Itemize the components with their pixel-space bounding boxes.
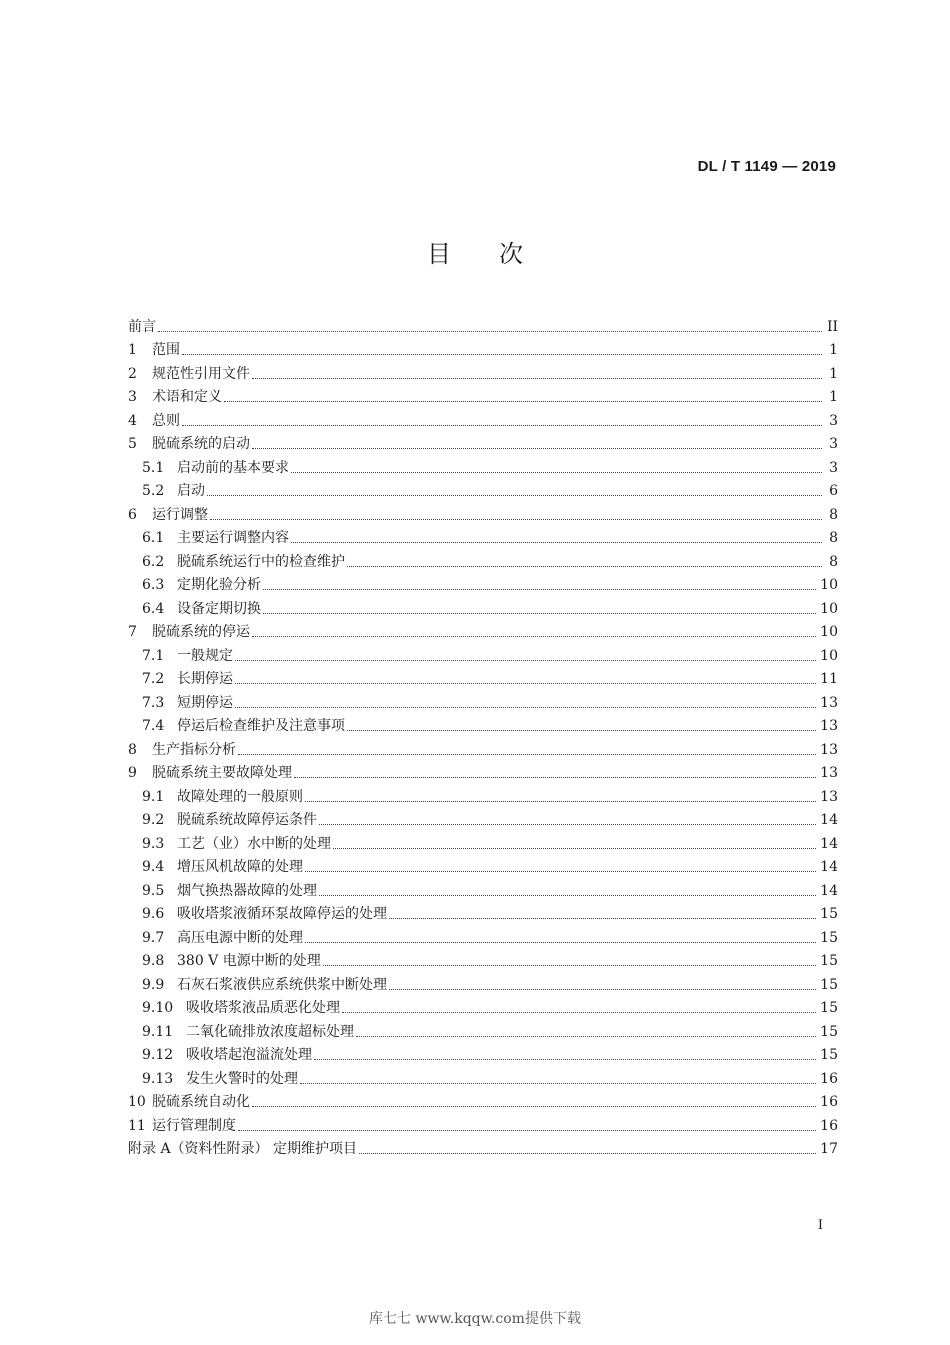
dot-leader bbox=[294, 777, 816, 778]
dot-leader bbox=[305, 801, 816, 802]
toc-entry-page: 14 bbox=[820, 812, 838, 828]
toc-entry[interactable] bbox=[128, 430, 838, 454]
dot-leader bbox=[252, 448, 822, 449]
toc-entry-page: 15 bbox=[820, 1047, 838, 1063]
toc-entry-title: 启动前的基本要求 bbox=[177, 459, 289, 476]
toc-entry-title: 脱硫系统的启动 bbox=[152, 436, 250, 452]
toc-entry-number: 5.1 bbox=[142, 459, 165, 476]
toc-entry-number: 9.7 bbox=[142, 929, 165, 946]
page-number: I bbox=[817, 1218, 823, 1233]
toc-entry-number: 9.1 bbox=[142, 788, 165, 805]
page-title: 目次 bbox=[427, 240, 571, 268]
toc-entry[interactable] bbox=[128, 594, 838, 618]
toc-entry-number: 6.3 bbox=[142, 577, 165, 593]
dot-leader bbox=[224, 401, 822, 402]
dot-leader bbox=[347, 730, 816, 731]
dot-leader bbox=[263, 589, 816, 590]
toc-entry-title: 吸收塔浆液循环泵故障停运的处理 bbox=[177, 906, 387, 922]
toc-entry-number: 9.11 bbox=[142, 1023, 174, 1040]
toc-entry-number: 8 bbox=[128, 741, 137, 758]
toc-entry-page: 15 bbox=[820, 906, 838, 922]
dot-leader bbox=[291, 472, 822, 473]
toc-entry-number: 9 bbox=[128, 765, 137, 781]
toc-entry-page: 8 bbox=[829, 506, 838, 523]
toc-entry-page: 13 bbox=[820, 741, 838, 758]
dot-leader bbox=[238, 754, 816, 755]
toc-entry-page: 14 bbox=[820, 859, 838, 875]
toc-entry[interactable] bbox=[128, 1135, 838, 1159]
toc-entry[interactable] bbox=[128, 782, 838, 806]
toc-entry-title: 脱硫系统主要故障处理 bbox=[152, 765, 292, 781]
toc-entry-page: 10 bbox=[820, 624, 838, 640]
dot-leader bbox=[323, 965, 816, 966]
dot-leader bbox=[389, 918, 816, 919]
toc-entry-title: 脱硫系统自动化 bbox=[152, 1094, 250, 1110]
toc-entry-number: 9.3 bbox=[142, 835, 165, 852]
toc-entry-title: 前言 bbox=[128, 318, 156, 335]
toc-entry-page: 14 bbox=[820, 835, 838, 852]
toc-entry-number: 9.2 bbox=[142, 812, 165, 828]
toc-entry-number: 4 bbox=[128, 412, 137, 429]
toc-entry-title: 定期化验分析 bbox=[177, 577, 261, 593]
table-of-contents bbox=[128, 312, 838, 1158]
toc-entry-title: 停运后检查维护及注意事项 bbox=[177, 718, 345, 734]
toc-entry-page: 1 bbox=[829, 342, 838, 358]
dot-leader bbox=[158, 331, 822, 332]
toc-entry-title: 脱硫系统的停运 bbox=[152, 624, 250, 640]
toc-entry-title: 发生火警时的处理 bbox=[186, 1070, 298, 1087]
toc-entry[interactable] bbox=[128, 618, 838, 642]
toc-entry-title: 380 V 电源中断的处理 bbox=[177, 953, 321, 969]
toc-entry[interactable] bbox=[128, 453, 838, 477]
dot-leader bbox=[182, 425, 822, 426]
toc-entry-number: 6 bbox=[128, 506, 137, 523]
toc-entry-title: 规范性引用文件 bbox=[152, 365, 250, 382]
toc-entry-number: 3 bbox=[128, 389, 137, 405]
toc-entry-title: 吸收塔起泡溢流处理 bbox=[186, 1047, 312, 1063]
dot-leader bbox=[252, 636, 816, 637]
dot-leader bbox=[356, 1036, 816, 1037]
toc-entry-page: 15 bbox=[820, 976, 838, 993]
dot-leader bbox=[319, 895, 816, 896]
toc-entry-page: 15 bbox=[820, 1000, 838, 1016]
toc-entry-title: 总则 bbox=[152, 412, 180, 429]
toc-entry[interactable] bbox=[128, 665, 838, 689]
toc-entry-page: 1 bbox=[829, 365, 838, 382]
dot-leader bbox=[263, 613, 816, 614]
toc-entry-title: 吸收塔浆液品质恶化处理 bbox=[186, 1000, 340, 1016]
dot-leader bbox=[291, 542, 822, 543]
toc-entry-title: 启动 bbox=[177, 483, 205, 499]
toc-entry[interactable] bbox=[128, 336, 838, 360]
toc-entry-page: 8 bbox=[829, 553, 838, 570]
dot-leader bbox=[207, 495, 822, 496]
dot-leader bbox=[235, 707, 816, 708]
toc-entry-title: 二氧化硫排放浓度超标处理 bbox=[186, 1023, 354, 1040]
toc-entry-page: 10 bbox=[820, 577, 838, 593]
toc-entry-title: 故障处理的一般原则 bbox=[177, 788, 303, 805]
toc-entry-title: 石灰石浆液供应系统供浆中断处理 bbox=[177, 976, 387, 993]
toc-entry-page: 3 bbox=[829, 459, 838, 476]
toc-entry[interactable] bbox=[128, 876, 838, 900]
toc-entry-number: 6.1 bbox=[142, 530, 165, 546]
toc-entry-number: 5 bbox=[128, 436, 137, 452]
toc-entry-page: 15 bbox=[820, 929, 838, 946]
toc-entry-page: 3 bbox=[829, 436, 838, 452]
toc-entry-title: 术语和定义 bbox=[152, 389, 222, 405]
dot-leader bbox=[210, 519, 822, 520]
toc-entry-number: 7 bbox=[128, 624, 137, 640]
toc-entry[interactable] bbox=[128, 547, 838, 571]
dot-leader bbox=[235, 660, 816, 661]
standard-code: DL / T 1149 — 2019 bbox=[697, 158, 836, 175]
toc-entry[interactable] bbox=[128, 383, 838, 407]
toc-entry-page: 10 bbox=[820, 647, 838, 664]
toc-entry-page: 16 bbox=[820, 1117, 838, 1134]
toc-entry[interactable] bbox=[128, 1041, 838, 1065]
toc-entry[interactable] bbox=[128, 759, 838, 783]
toc-entry-number: 9.12 bbox=[142, 1047, 174, 1063]
dot-leader bbox=[238, 1130, 816, 1131]
toc-entry-number: 9.8 bbox=[142, 953, 165, 969]
toc-entry-number: 7.3 bbox=[142, 694, 165, 711]
toc-entry-title: 生产指标分析 bbox=[152, 741, 236, 758]
dot-leader bbox=[252, 378, 822, 379]
dot-leader bbox=[300, 1083, 816, 1084]
dot-leader bbox=[252, 1106, 816, 1107]
toc-entry-page: 8 bbox=[829, 530, 838, 546]
dot-leader bbox=[182, 354, 822, 355]
toc-entry-title: 范围 bbox=[152, 342, 180, 358]
toc-entry-page: 10 bbox=[820, 600, 838, 617]
toc-entry-number: 9.9 bbox=[142, 976, 165, 993]
dot-leader bbox=[319, 824, 816, 825]
toc-entry-title: 脱硫系统运行中的检查维护 bbox=[177, 553, 345, 570]
toc-entry-number: 2 bbox=[128, 365, 137, 382]
toc-entry[interactable] bbox=[128, 1017, 838, 1041]
toc-entry-number: 5.2 bbox=[142, 483, 165, 499]
toc-entry[interactable] bbox=[128, 688, 838, 712]
toc-entry-page: 16 bbox=[820, 1070, 838, 1087]
toc-entry[interactable] bbox=[128, 1111, 838, 1135]
toc-entry-title: 长期停运 bbox=[177, 671, 233, 687]
dot-leader bbox=[359, 1153, 816, 1154]
toc-entry-title: 附录 A（资料性附录） 定期维护项目 bbox=[128, 1141, 358, 1157]
toc-entry-title: 短期停运 bbox=[177, 694, 233, 711]
toc-entry[interactable] bbox=[128, 312, 838, 336]
toc-entry-number: 9.10 bbox=[142, 1000, 174, 1016]
toc-entry[interactable] bbox=[128, 712, 838, 736]
toc-entry[interactable] bbox=[128, 500, 838, 524]
toc-entry-page: 13 bbox=[820, 718, 838, 734]
dot-leader bbox=[342, 1012, 816, 1013]
dot-leader bbox=[347, 566, 822, 567]
toc-entry[interactable] bbox=[128, 900, 838, 924]
toc-entry-number: 10 bbox=[128, 1094, 146, 1110]
toc-entry-title: 设备定期切换 bbox=[177, 600, 261, 617]
toc-entry-title: 高压电源中断的处理 bbox=[177, 929, 303, 946]
toc-entry-number: 9.13 bbox=[142, 1070, 174, 1087]
toc-entry-title: 主要运行调整内容 bbox=[177, 530, 289, 546]
toc-entry-page: 15 bbox=[820, 953, 838, 969]
toc-entry-page: 15 bbox=[820, 1023, 838, 1040]
toc-entry-title: 运行管理制度 bbox=[152, 1117, 236, 1134]
toc-entry-number: 9.5 bbox=[142, 882, 165, 899]
toc-entry[interactable] bbox=[128, 970, 838, 994]
toc-entry-number: 6.4 bbox=[142, 600, 165, 617]
toc-entry-number: 7.1 bbox=[142, 647, 165, 664]
toc-entry-page: 14 bbox=[820, 882, 838, 899]
toc-entry-number: 7.4 bbox=[142, 718, 165, 734]
dot-leader bbox=[305, 871, 816, 872]
toc-entry[interactable] bbox=[128, 947, 838, 971]
toc-entry-number: 11 bbox=[128, 1117, 146, 1134]
dot-leader bbox=[333, 848, 816, 849]
toc-entry-title: 运行调整 bbox=[152, 506, 208, 523]
toc-entry-title: 脱硫系统故障停运条件 bbox=[177, 812, 317, 828]
toc-entry-number: 9.6 bbox=[142, 906, 165, 922]
toc-entry[interactable] bbox=[128, 359, 838, 383]
dot-leader bbox=[305, 942, 816, 943]
toc-entry-title: 烟气换热器故障的处理 bbox=[177, 882, 317, 899]
toc-entry[interactable] bbox=[128, 1088, 838, 1112]
toc-entry-page: 13 bbox=[820, 694, 838, 711]
toc-entry-title: 一般规定 bbox=[177, 647, 233, 664]
toc-entry[interactable] bbox=[128, 524, 838, 548]
toc-entry-number: 6.2 bbox=[142, 553, 165, 570]
toc-entry-page: 16 bbox=[820, 1094, 838, 1110]
toc-entry-number: 7.2 bbox=[142, 671, 165, 687]
toc-entry[interactable] bbox=[128, 571, 838, 595]
toc-entry[interactable] bbox=[128, 994, 838, 1018]
toc-entry-page: 3 bbox=[829, 412, 838, 429]
toc-entry[interactable] bbox=[128, 735, 838, 759]
toc-entry[interactable] bbox=[128, 829, 838, 853]
dot-leader bbox=[389, 989, 816, 990]
toc-entry[interactable] bbox=[128, 477, 838, 501]
footer-watermark: 库七七 www.kqqw.com提供下载 bbox=[369, 1311, 581, 1327]
toc-entry-page: 13 bbox=[820, 788, 838, 805]
dot-leader bbox=[235, 683, 816, 684]
toc-entry[interactable] bbox=[128, 641, 838, 665]
toc-entry-number: 1 bbox=[128, 342, 137, 358]
toc-entry-page: 1 bbox=[829, 389, 838, 405]
toc-entry-page: 17 bbox=[820, 1141, 838, 1157]
toc-entry[interactable] bbox=[128, 923, 838, 947]
toc-entry-page: II bbox=[826, 318, 838, 335]
toc-entry-number: 9.4 bbox=[142, 859, 165, 875]
toc-entry[interactable] bbox=[128, 406, 838, 430]
toc-entry-page: 13 bbox=[820, 765, 838, 781]
toc-entry-title: 工艺（业）水中断的处理 bbox=[177, 835, 331, 852]
toc-entry-page: 6 bbox=[829, 483, 838, 499]
toc-entry[interactable] bbox=[128, 853, 838, 877]
toc-entry-title: 增压风机故障的处理 bbox=[177, 859, 303, 875]
toc-entry-page: 11 bbox=[820, 671, 838, 687]
dot-leader bbox=[314, 1059, 816, 1060]
toc-entry[interactable] bbox=[128, 806, 838, 830]
toc-entry[interactable] bbox=[128, 1064, 838, 1088]
